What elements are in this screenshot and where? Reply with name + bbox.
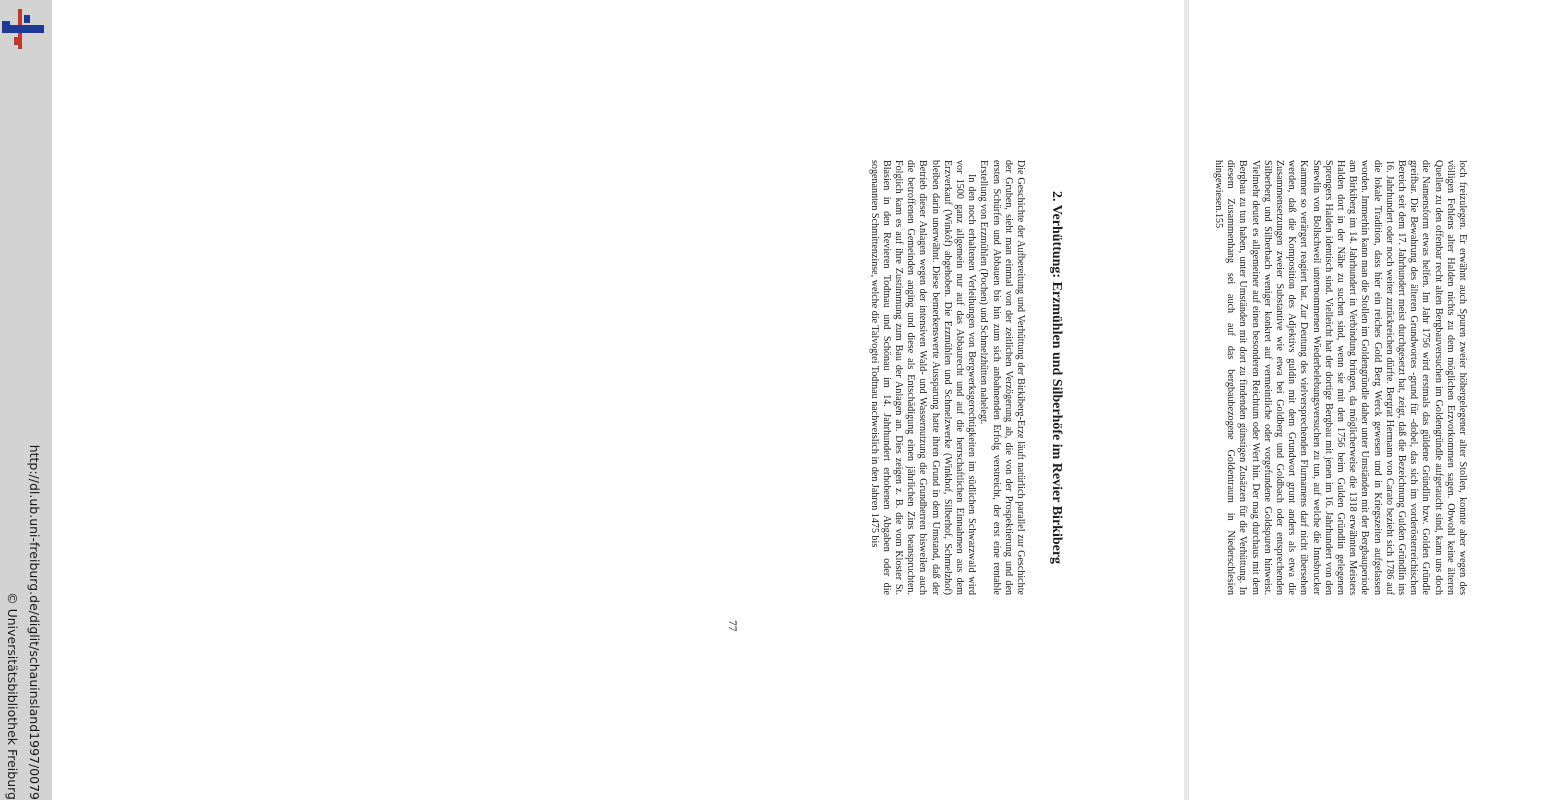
paragraph-text: Die Geschichte der Aufbereitung und Verhüttung der Birkiberg-Erze läuft natürlich parallel zur Geschichte der Gruben, sieht man einmal von der zeitlichen Verzögerung ab, die von der Prospektierung und den ersten Schürfen und Abbauen bis hin zum sich anbahnenden Erfolg verstreicht, der erst eine rentable Erstellung von Erzmühlen (Pochen) und Schmelzhütten nahelegt.: [978, 160, 1026, 595]
body-paragraph: [1212, 160, 1468, 595]
scrollbar-track[interactable]: [1184, 0, 1189, 800]
section-heading: 2. Verhüttung: Erzmühlen und Silberhöfe im Revier Birkiberg: [1049, 190, 1064, 565]
scanned-page: [726, 0, 1564, 800]
document-url[interactable]: http://dl.ub.uni-freiburg.de/diglit/schauinsland1997/0079: [27, 444, 42, 800]
paragraph-text: In den noch erhaltenen Verleihungen von Bergwerksgerechtigkeiten im südlichen Schwarzwald wird vor 1500 ganz allgemein nur auf das Abbaurecht und auf die herrschaftlichen Einnahmen aus dem Erzverkauf (Winkôf) abgehoben. Die Erzmühlen und Schmelzwerke (Winkhof, Silberhof, Schmelzhof) bleiben darin unerwähnt. Diese bemerkenswerte Aussparung hatte ihren Grund in dem Umstand, daß der Betrieb dieser Anlagen wegen der intensiven Wald- und Wassernutzung die Grundherren bisweilen auch die betroffenen Gemeinden anging und diese als Entschädigung einen jährlichen Zins beanspruchten. Folglich kam es auf ihre Zustimmung zum Bau der Anlagen an. Dies zeigen z. B. die vom Kloster St. Blasien in den Revieren Todtnau und Schönau im 14. Jahrhundert erhobenen Abgaben oder die sogenannten Schmittenzinse, welche die Talvogtei Todtnau nachweislich in den Jahren 1475 bis: [868, 160, 978, 595]
copyright-notice: © Universitätsbibliothek Freiburg: [5, 592, 20, 800]
viewer-sidebar: [0, 0, 52, 800]
page-number: 77: [726, 620, 738, 632]
paragraph-text: loch freizulegen. Er erwähnt auch Spuren zweier höhergelegener alter Stollen, konnte aber wegen des völligen Fehlens alter Halden nichts zu dem möglichen Erzvorkommen sagen. Obwohl keine älteren Quellen zu den offenbar recht alten Bergbauversuchen im Goldengründle aufgetaucht sind, kann uns doch die Namensform etwas helfen. Im Jahr 1756 wird erstmals das güldene Gründlin bzw. Golden Gründle greifbar. Die Bewahrung des älteren Grundwortes -grund für -dobel, das sich im vorderösterreichischen Bereich seit dem 17. Jahrhundert meist durchgesetzt hat, zeigt, daß die Bezeichnung Gulden Gründlin ins 16. Jahrhundert oder noch weiter zurückreichen dürfte. Bergrat Hermann von Carato bezieht sich 1786 auf die lokale Tradition, dass hier ein reiches Gold Berg Werck gewesen und in Kriegszeiten aufgelassen worden. Immerhin kann man die Stollen im Goldengründle daher unter Umständen mit der Bergbauperiode am Birkiberg im 14. Jahrhundert in Verbindung bringen, da möglicherweise die 1318 erwähnten Meisters Halden dort in der Nähe zu suchen sind, wenn sie mit den 1756 beim Gulden Gründlin gelegenen Sprengers Halden identisch sind. Vielleicht hat der dortige Bergbau mit jenen im 16. Jahrhundert von den Snewlin von Bollschweil unternommenen Wiederbelebungsversuchen zu tun, auf welche die Innsbrucker Kammer so verärgert reagiert hat. Zur Deutung des vielversprechenden Flurnamens darf nicht übersehen werden, daß die Komposition des Adjektivs guldin mit dem Grundwort grunt anders als etwa die Zusammensetzungen zweier Substantive wie etwa bei Goldberg und Goldbach oder entsprechenden Silberberg und Silberbach weniger konkret auf vermeintliche oder vorgefundene Goldspuren hinweist. Vielmehr deutet es allgemeiner auf einen besonderen Reichtum oder Wert hin. Der mag durchaus mit dem Bergbau zu tun haben, unter Umständen mit dort zu findenden günstigen Zusätzen für die Verhüttung. In diesem Zusammenhang sei auch auf das bergbaubezogene Goldentraum in Niederschlesien hingewiesen.155: [1212, 160, 1468, 595]
body-paragraph: [867, 160, 1026, 595]
